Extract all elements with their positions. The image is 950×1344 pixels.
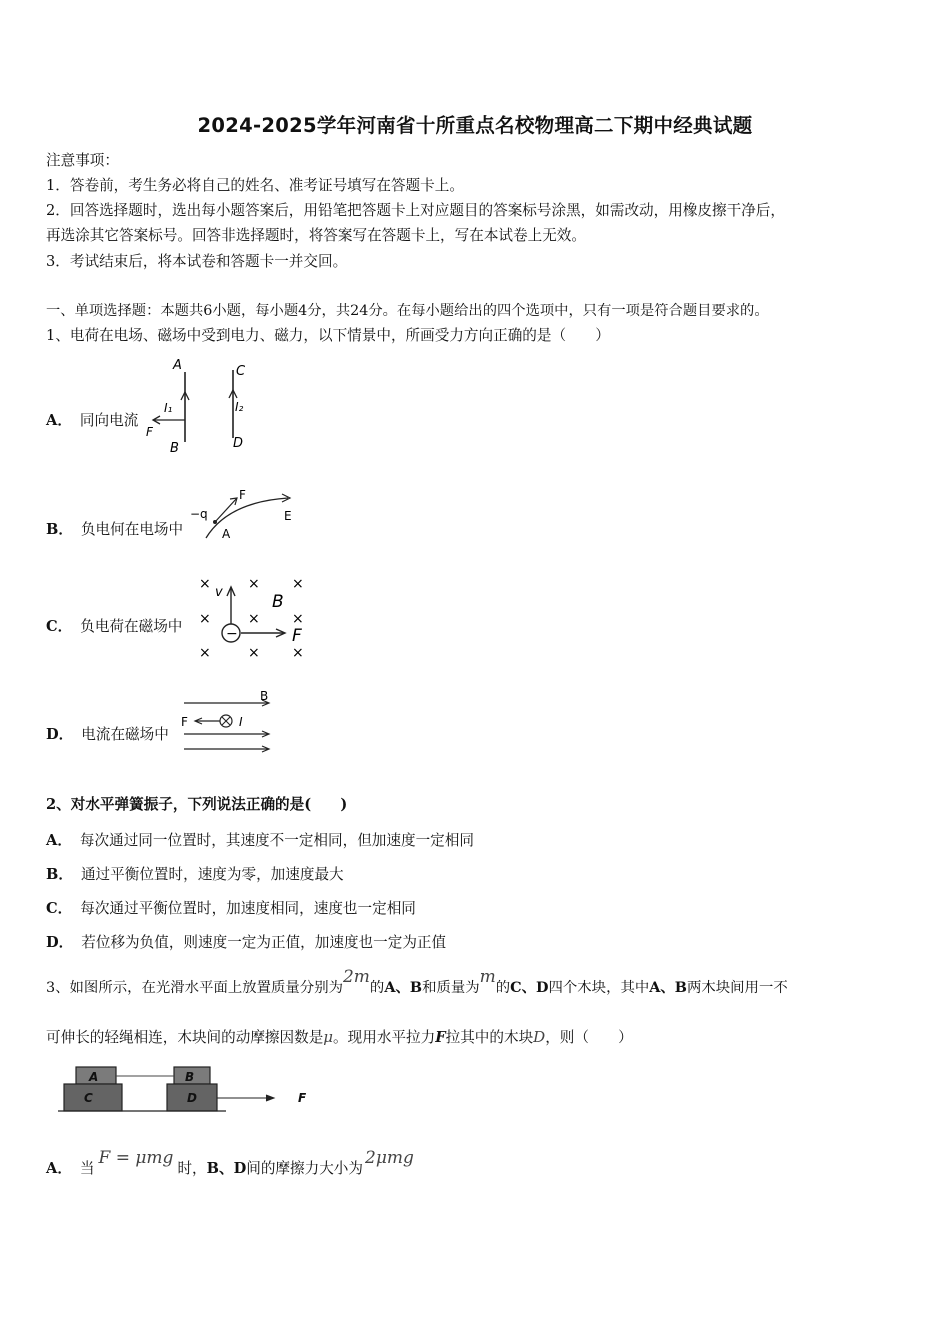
text-segment: F [435, 1029, 446, 1046]
option-text: 同向电流 [79, 412, 139, 429]
label-b: B [185, 1070, 195, 1084]
cross-mark: × [292, 645, 304, 661]
text-segment: 拉其中的木块 [445, 1029, 534, 1046]
notice-item-1: 1．答卷前，考生务必将自己的姓名、准考证号填写在答题卡上。 [46, 177, 464, 194]
q2-option-b[interactable] [46, 863, 344, 884]
force-arrow [215, 498, 237, 522]
text-segment: 当 [79, 1160, 95, 1177]
option-letter: A． [46, 412, 72, 429]
label-c: C [236, 364, 246, 379]
option-text: 电流在磁场中 [81, 726, 169, 743]
figure-parallel-currents [140, 356, 260, 456]
option-text: 每次通过同一位置时，其速度不一定相同，但加速度一定相同 [79, 832, 474, 849]
option-letter: C． [46, 618, 73, 635]
text-segment: 间的摩擦力大小为 [246, 1160, 363, 1177]
label-d: D [187, 1091, 197, 1105]
text-segment: 两木块间用一不 [686, 980, 788, 996]
label-i2: I₂ [235, 400, 244, 414]
option-letter: D． [46, 726, 74, 743]
option-letter: C． [46, 900, 73, 917]
option-letter: B． [46, 521, 73, 538]
option-letter: A． [46, 832, 72, 849]
math-m: m [479, 967, 496, 987]
math-mu: μ [323, 1028, 334, 1046]
option-letter: A． [46, 1160, 72, 1177]
question-1-stem: 1、电荷在电场、磁场中受到电力、磁力，以下情景中，所画受力方向正确的是（ ） [46, 327, 610, 344]
q2-option-c[interactable] [46, 897, 416, 918]
text-segment: 可伸长的轻绳相连，木块间的动摩擦因数是 [46, 1029, 324, 1046]
q1-option-d[interactable] [46, 723, 169, 744]
label-a: A [173, 358, 182, 373]
label-i: I [239, 715, 243, 729]
charge-point [213, 520, 217, 524]
notice-item-2: 2．回答选择题时，选出每小题答案后，用铅笔把答题卡上对应题目的答案标号涂黑，如需改动，用橡皮擦干净后， [46, 202, 785, 219]
block-c [64, 1084, 122, 1111]
label-b: B [170, 441, 179, 456]
label-d: D [233, 436, 244, 451]
section-heading: 一、单项选择题：本题共6小题，每小题4分，共24分。在每小题给出的四个选项中，只有一项是符合题目要求的。 [46, 303, 769, 319]
label-f: F [146, 425, 153, 439]
cross-mark: × [199, 611, 211, 627]
text-segment: ，则（ ） [545, 1029, 633, 1046]
text-segment: A、B [384, 979, 423, 996]
label-b: B [272, 592, 284, 612]
label-b: B [260, 689, 269, 703]
text-segment: 3、如图所示，在光滑水平面上放置质量分别为 [46, 980, 343, 996]
question-3-stem-line-1 [46, 967, 788, 998]
option-letter: D． [46, 934, 74, 951]
text-segment: 的 [369, 980, 385, 996]
label-f: F [298, 1091, 307, 1105]
option-text: 每次通过平衡位置时，加速度相同，速度也一定相同 [80, 900, 416, 917]
force-arrowhead [266, 1095, 274, 1101]
text-segment: 的 [495, 980, 511, 996]
text-segment: C、D [510, 979, 549, 996]
q3-option-a[interactable] [46, 1148, 414, 1178]
text-segment: 时， [177, 1160, 207, 1177]
label-q: −q [190, 507, 208, 521]
label-f: F [292, 626, 302, 646]
text-segment: B、D [206, 1160, 247, 1177]
figure-current-in-magnetic-field [178, 690, 278, 756]
math-2m: 2m [342, 967, 370, 987]
text-segment: A、B [649, 979, 687, 996]
option-letter: B． [46, 866, 73, 883]
text-segment: 四个木块，其中 [548, 980, 650, 996]
page-title: 2024-2025学年河南省十所重点名校物理高二下期中经典试题 [197, 114, 753, 137]
notice-heading: 注意事项： [46, 152, 119, 169]
q1-option-a[interactable] [46, 409, 138, 430]
text-segment: 。现用水平拉力 [333, 1029, 436, 1046]
option-text: 负电何在电场中 [80, 521, 184, 538]
math-2mumg: 2μmg [365, 1148, 414, 1168]
figure-charge-in-field [188, 484, 308, 544]
minus-sign: − [226, 626, 238, 642]
label-e: E [284, 509, 292, 523]
label-a: A [89, 1070, 99, 1084]
q2-option-a[interactable] [46, 829, 474, 850]
question-2-stem: 2、对水平弹簧振子，下列说法正确的是( ) [46, 796, 348, 813]
label-f: F [181, 715, 188, 729]
cross-mark: × [248, 645, 260, 661]
notice-item-3: 3．考试结束后，将本试卷和答题卡一并交回。 [46, 253, 348, 270]
figure-charge-in-magnetic-field [196, 572, 326, 664]
q2-option-d[interactable] [46, 931, 446, 952]
cross-mark: × [248, 611, 260, 627]
figure-blocks [56, 1064, 326, 1116]
math-d: D [533, 1028, 546, 1046]
cross-mark: × [248, 576, 260, 592]
option-text: 通过平衡位置时，速度为零，加速度最大 [80, 866, 344, 883]
label-v: v [215, 585, 223, 600]
cross-mark: × [199, 576, 211, 592]
q1-option-c[interactable] [46, 615, 182, 636]
text-segment: 和质量为 [422, 980, 480, 996]
notice-item-2-cont: 再选涂其它答案标号。回答非选择题时，将答案写在答题卡上，写在本试卷上无效。 [46, 227, 586, 244]
q1-option-b[interactable] [46, 518, 183, 539]
label-f: F [239, 488, 246, 502]
label-c: C [84, 1091, 93, 1105]
cross-mark: × [292, 576, 304, 592]
label-a: A [222, 527, 231, 541]
label-i1: I₁ [164, 401, 173, 415]
option-text: 若位移为负值，则速度一定为正值，加速度也一定为正值 [81, 934, 447, 951]
math-f-equals: F = μmg [98, 1148, 174, 1168]
option-text: 负电荷在磁场中 [80, 618, 183, 635]
question-3-stem-line-2 [46, 1027, 633, 1048]
cross-mark: × [199, 645, 211, 661]
cross-mark: × [292, 611, 304, 627]
